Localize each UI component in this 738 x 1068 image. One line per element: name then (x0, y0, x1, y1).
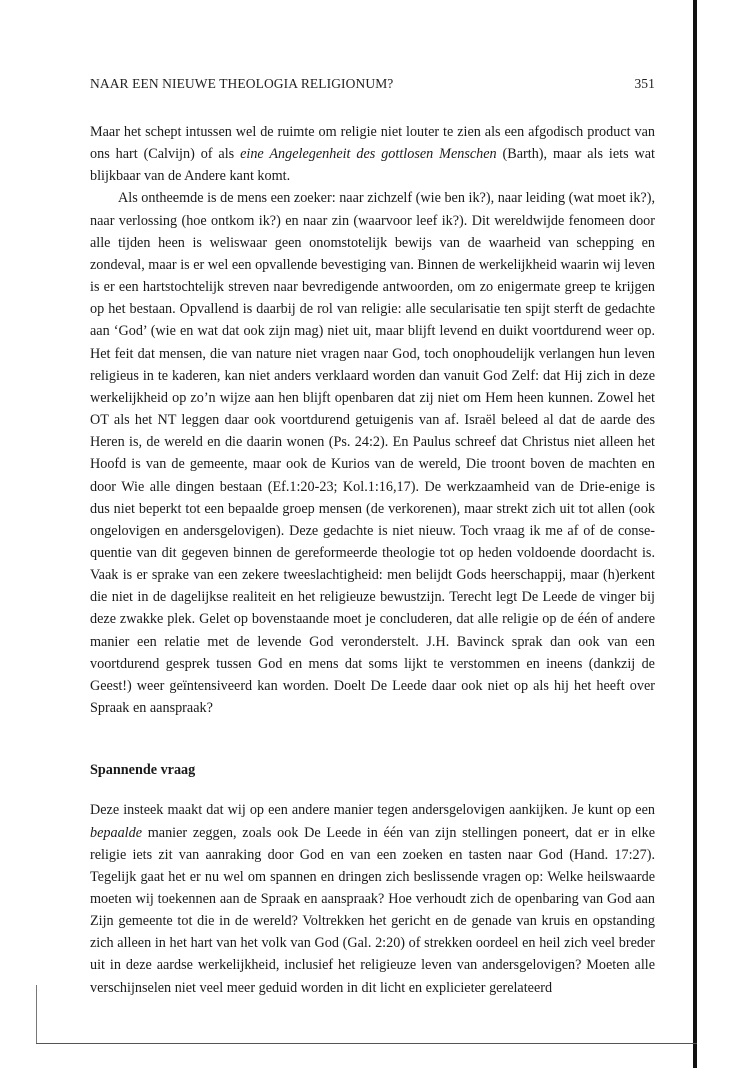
paragraph (90, 121, 655, 187)
italic-phrase: eine Angelegenheit des gottlosen Menschen (240, 146, 497, 163)
page-edge-line (693, 0, 697, 1068)
running-head (90, 76, 655, 92)
paragraph (90, 799, 655, 998)
running-head-title: NAAR EEN NIEUWE THEOLOGIA RELIGIONUM? (90, 76, 394, 91)
page-body (90, 121, 655, 999)
paragraph-text: Maar het schept intussen wel de ruimte om religie niet louter te zien als een afgodisch product van ons hart (Calvijn) of als (90, 124, 655, 163)
italic-phrase: bepaalde (90, 824, 143, 841)
paragraph-text: (Barth), maar als iets wat blijkbaar van de Andere kant komt. (90, 146, 655, 185)
paragraph-text: Deze insteek maakt dat wij op een andere manier tegen andersgelovigen aankijken. Je kunt op een (90, 802, 655, 819)
paragraph: Als ontheemde is de mens een zoeker: naar zichzelf (wie ben ik?), naar leiding (wat moet ik?), naar verlossing (hoe ontkom ik?) en naar zin (waarvoor leef ik?). Dit wereldwijde fenomeen door alle tijden heen is weliswaar geen onomstotelijk bewijs van de waarheid van schepping en zondeval, maar is er wel een opvallende bevestiging van. Binnen de werkelijkheid waarin wij leven is er een hartstochtelijk streven naar bevredigende antwoorden, om zo enigermate greep te krijgen op het bestaan. Opvallend is daarbij de rol van religie: alle secularisatie ten spijt sterft de gedachte aan ‘God’ (wie en wat dat ook zijn mag) niet uit, maar blijft levend en duikt voortdurend weer op. Het feit dat mensen, die van nature niet vragen naar God, toch onophoudelijk verlangen hun leven religieus in te kaderen, kan niet anders verklaard worden dan vanuit God Zelf: dat Hij zich in deze werkelijkheid op zo’n wijze aan hen blijft openbaren dat zij niet om Hem heen kunnen. Zowel het OT als het NT leggen daar ook voortdurend getuigenis van af. Israël beleed al dat de aarde des Heren is, de wereld en die daarin wonen (Ps. 24:2). En Paulus schreef dat Christus niet alleen het Hoofd is van de gemeente, maar ook de Kurios van de wereld, Die troont boven de machten en door Wie alle dingen bestaan (Ef.1:20-23; Kol.1:16,17). De werkzaamheid van de Drie-enige is dus niet beperkt tot een bepaalde groep mensen (de verkorenen), maar strekt zich uit tot allen (ook ongelovigen en andersgelovigen). Deze gedachte is niet nieuw. Toch vraag ik me af of de consequentie van dit gegeven binnen de gereformeerde theologie tot op heden voldoende doordacht is. Vaak is er sprake van een zekere tweeslachtigheid: men belijdt Gods heerschappij, maar (h)erkent die niet in de dagelijkse realiteit en het religieuze bewustzijn. Terecht legt De Leede de vinger bij deze zwakke plek. Gelet op bovenstaande moet je concluderen, dat alle religie op de één of andere manier een relatie met de levende God veronderstelt. J.H. Bavinck sprak dan ook van een voortdurend gesprek tussen God en mens dat soms lijkt te verstommen en ineens (dankzij de Geest!) weer geïntensiveerd kan worden. Doelt De Leede daar ook niet op als hij het heeft over Spraak en aanspraak? (90, 190, 655, 717)
paragraph-text: manier zeggen, zoals ook De Leede in één van zijn stellingen poneert, dat er in elke religie iets zit van aanraking door God en van een zoeken en tasten naar God (Hand. 17:27). Tegelijk gaat het er nu wel om spannen en dringen zich beslissende vragen op: Welke heilswaarde moeten wij toekennen aan de Spraak en aanspraak? Hoe verhoudt zich de openbaring van God aan Zijn gemeente tot die in de wereld? Voltrekken het gericht en de genade van kruis en opstanding zich alleen in het hart van het volk van God (Gal. 2:20) of strekken oordeel en heil zich veel breder uit in deze aardse werkelijkheid, inclusief het religieuze leven van andersgelovigen? Moeten alle verschijnselen niet veel meer geduid worden in dit licht en explicieter gerelateerd (90, 824, 655, 996)
margin-line (36, 985, 37, 1043)
bottom-rule (36, 1043, 697, 1044)
page-number: 351 (634, 76, 655, 91)
section-heading: Spannende vraag (90, 762, 196, 779)
